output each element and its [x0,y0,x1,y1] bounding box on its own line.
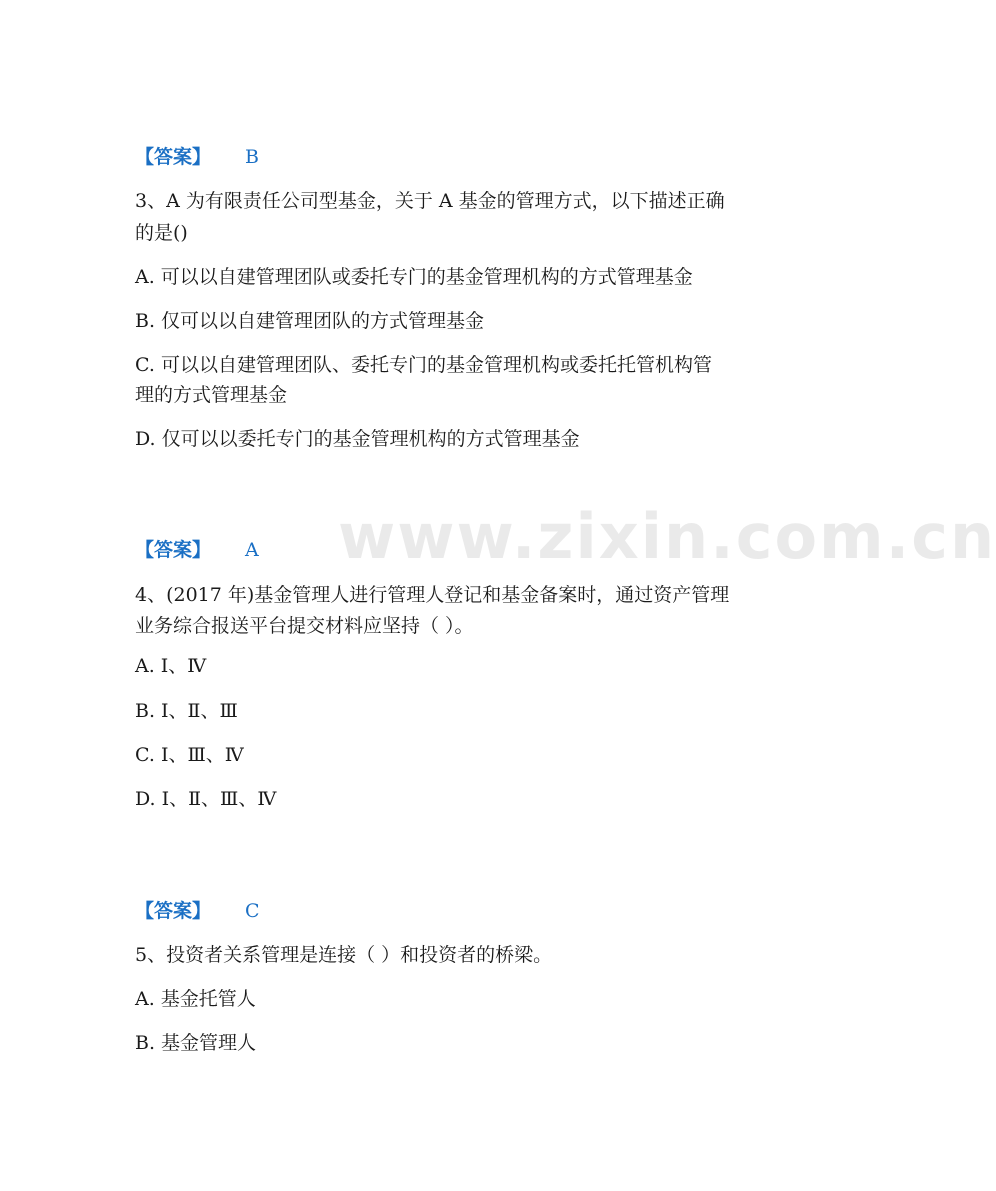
question-4-line-2: 业务综合报送平台提交材料应坚持（ ）。 [135,615,474,637]
question-4-line-1: 4、(2017 年)基金管理人进行管理人登记和基金备案时，通过资产管理 [135,584,730,606]
question-3-option-b: B. 仅可以以自建管理团队的方式管理基金 [135,310,485,332]
question-3-line-1: 3、A 为有限责任公司型基金，关于 A 基金的管理方式，以下描述正确 [135,190,725,212]
answer-line-3 [135,897,260,925]
question-5-line-1: 5、投资者关系管理是连接（ ）和投资者的桥梁。 [135,944,553,966]
watermark: www.zixin.com.cn [338,500,996,573]
answer-tag: 【答案】 [135,146,212,168]
answer-tag: 【答案】 [135,900,212,922]
question-3-option-c-line-1: C. 可以以自建管理团队、委托专门的基金管理机构或委托托管机构管 [135,354,712,376]
question-4-option-c: C. Ⅰ、Ⅲ、Ⅳ [135,744,244,766]
question-3-option-c-line-2: 理的方式管理基金 [135,384,288,406]
answer-value: C [245,900,260,922]
question-3-line-2: 的是() [135,222,188,244]
answer-tag: 【答案】 [135,539,212,561]
question-5-option-b: B. 基金管理人 [135,1032,257,1054]
question-4-option-d: D. Ⅰ、Ⅱ、Ⅲ、Ⅳ [135,788,277,810]
answer-value: A [245,539,259,561]
answer-line-2 [135,536,259,564]
question-3-option-a: A. 可以以自建管理团队或委托专门的基金管理机构的方式管理基金 [135,266,693,288]
question-5-option-a: A. 基金托管人 [135,988,256,1010]
question-4-option-b: B. Ⅰ、Ⅱ、Ⅲ [135,700,238,722]
answer-line-1 [135,143,259,171]
question-4-option-a: A. Ⅰ、Ⅳ [135,655,207,677]
answer-value: B [245,146,259,168]
question-3-option-d: D. 仅可以以委托专门的基金管理机构的方式管理基金 [135,428,580,450]
